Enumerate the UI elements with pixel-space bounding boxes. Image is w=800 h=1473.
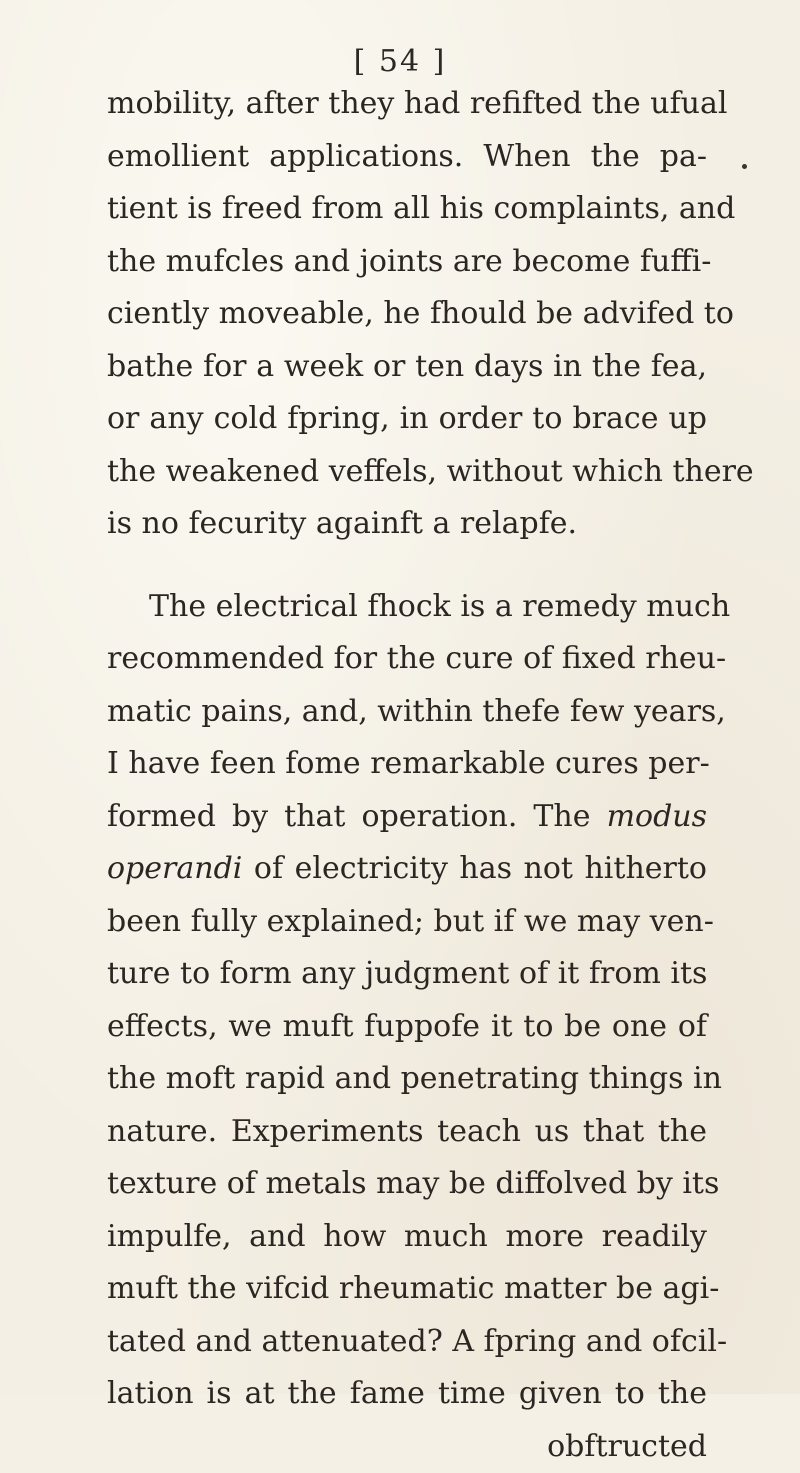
text-line-with-italic — [107, 791, 707, 844]
text-line: matic pains, and, within thefe few years, — [107, 686, 707, 739]
text-line: bathe for a week or ten days in the fea, — [107, 341, 707, 394]
text-fragment: of electricity has not hitherto — [254, 851, 707, 886]
italic-latin-term: modus — [607, 799, 707, 834]
text-line: lation is at the fame time given to the — [107, 1368, 707, 1421]
paragraph-1 — [107, 78, 707, 551]
text-line: is no fecurity againft a relapfe. — [107, 498, 707, 551]
text-line: texture of metals may be diffolved by its — [107, 1158, 707, 1211]
text-line: tient is freed from all his complaints, and — [107, 183, 707, 236]
text-line: emollient applications. When the pa- — [107, 131, 707, 184]
text-line-with-italic — [107, 843, 707, 896]
italic-latin-term: operandi — [107, 851, 242, 886]
text-line: mobility, after they had refifted the ufual — [107, 78, 707, 131]
text-line: the weakened veffels, without which there — [107, 446, 707, 499]
page-number: [ 54 ] — [0, 44, 800, 79]
text-line: impulfe, and how much more readily — [107, 1211, 707, 1264]
paragraph-gap — [107, 551, 707, 581]
text-line: ciently moveable, he fhould be advifed to — [107, 288, 707, 341]
text-fragment: formed by that operation. The — [107, 799, 591, 834]
text-line: muft the vifcid rheumatic matter be agi- — [107, 1263, 707, 1316]
text-line: The electrical fhock is a remedy much — [107, 581, 707, 634]
text-line: or any cold fpring, in order to brace up — [107, 393, 707, 446]
text-line: ture to form any judgment of it from its — [107, 948, 707, 1001]
text-line: I have feen fome remarkable cures per- — [107, 738, 707, 791]
text-line: the moft rapid and penetrating things in — [107, 1053, 707, 1106]
text-line: tated and attenuated? A fpring and ofcil- — [107, 1316, 707, 1369]
text-line: been fully explained; but if we may ven- — [107, 896, 707, 949]
ink-speck — [742, 164, 747, 169]
text-line: effects, we muft fuppofe it to be one of — [107, 1001, 707, 1054]
text-line: the mufcles and joints are become fuffi- — [107, 236, 707, 289]
paragraph-2 — [107, 581, 707, 1473]
text-line: recommended for the cure of fixed rheu- — [107, 633, 707, 686]
body-text — [107, 78, 707, 1473]
catchword: obftructed — [107, 1421, 707, 1473]
text-line: nature. Experiments teach us that the — [107, 1106, 707, 1159]
